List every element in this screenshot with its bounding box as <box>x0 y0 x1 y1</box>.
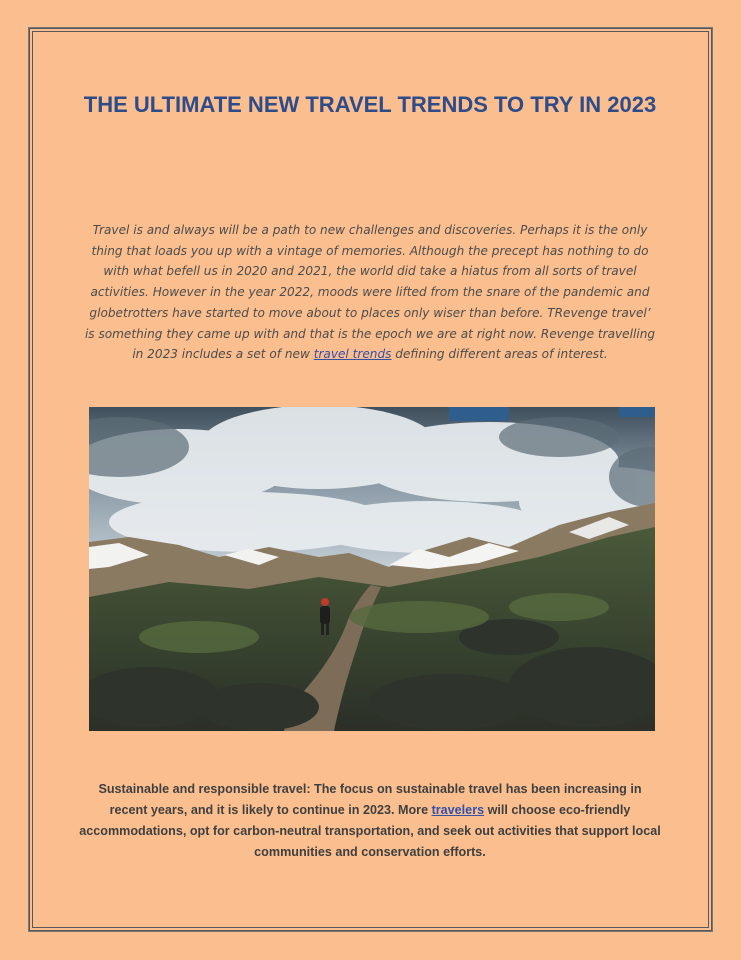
sustainable-travel-paragraph <box>78 779 662 863</box>
section-text-start: Sustainable and responsible travel: The focus on sustainable travel has been increasing in recent years, and it is likely to continue in 2023. More <box>98 782 642 817</box>
travel-trends-link[interactable]: travel trends <box>313 347 392 362</box>
intro-paragraph <box>84 220 656 365</box>
mountain-hiker-photo <box>89 407 655 731</box>
intro-text-start: Travel is and always will be a path to new challenges and discoveries. Perhaps it is the only thing that loads you up with a vintage of memories. Although the precept has nothing to do with what befell us in 2020 and 2021, the world did take a hiatus from all sorts of travel activities. However in the year 2022, moods were lifted from the snare of the pandemic and globetrotters have started to move about to places only wiser than before. TRevenge travel’ is something they came up with and that is the epoch we are at right now. Revenge travelling in 2023 includes a set of new <box>84 223 656 362</box>
intro-text-end: defining different areas of interest. <box>391 347 608 362</box>
travelers-link[interactable]: travelers <box>431 803 485 817</box>
section-text-end: will choose eco-friendly accommodations, opt for carbon-neutral transportation, and seek out activities that support local communities and conservation efforts. <box>79 803 661 859</box>
landscape-illustration <box>89 407 655 731</box>
page-title: THE ULTIMATE NEW TRAVEL TRENDS TO TRY IN 2023 <box>83 92 657 117</box>
